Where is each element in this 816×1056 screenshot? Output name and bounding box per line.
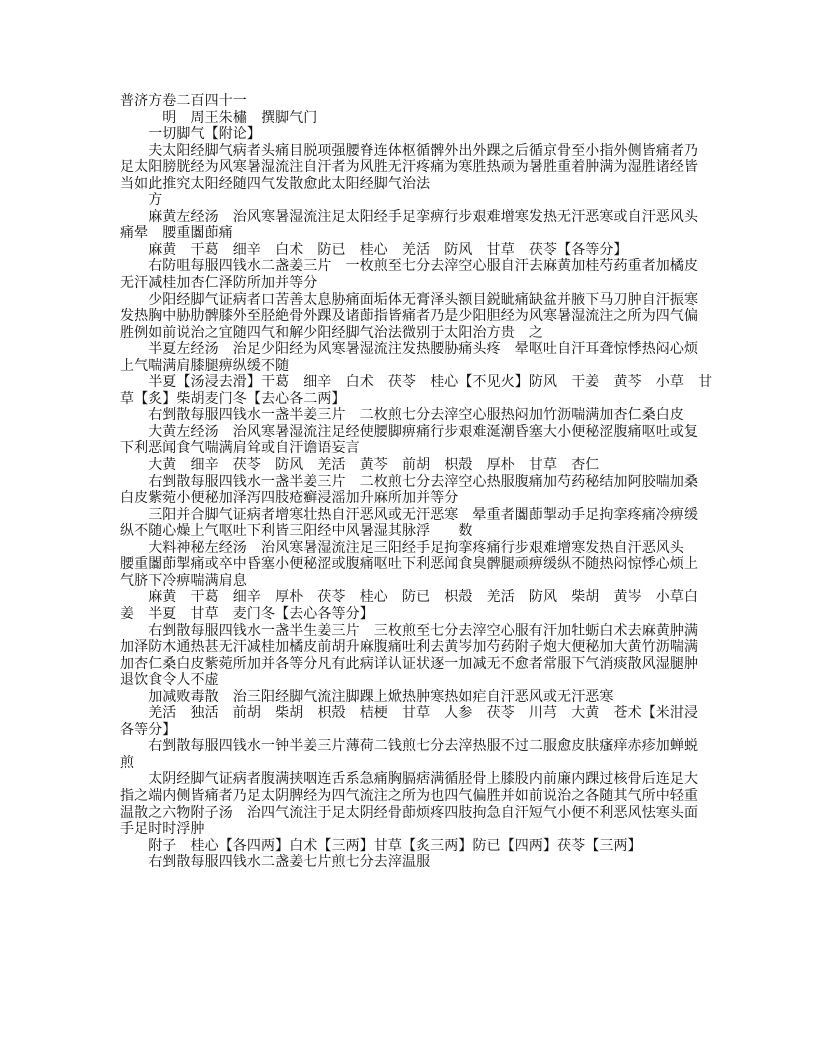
text-line: 右剉散每服四钱水一盏半生姜三片 三枚煎至七分去滓空心服有汗加牡蛎白术去麻黄肿满 xyxy=(120,622,699,639)
document-title: 普济方卷二百四十一 xyxy=(120,93,247,109)
text-line: 麻黄左经汤 治风寒暑湿流注足太阳经手足挛痹行步艰难增寒发热无汗恶寒或自汗恶风头 xyxy=(120,208,699,225)
text-line: 无汗减桂加杏仁泽防所加并等分 xyxy=(120,275,318,292)
text-line: 三阳并合脚气证病者增寒壮热自汗恶风或无汗恶寒 晕重者闟莭掣动手足拘挛疼痛冷痹缓 xyxy=(120,506,699,523)
text-line: 胜例如前说治之宜随四气和解少阳经脚气治法微别于太阳治方贵 之 xyxy=(120,324,543,341)
text-line: 纵不随心燥上气呕吐下利皆三阳经中风暑湿其脉浮 数 xyxy=(120,523,473,540)
document-body xyxy=(120,93,720,871)
text-line: 草【炙】柴胡麦门冬【去心各二两】 xyxy=(120,390,346,407)
text-line: 右剉散每服四钱水一钟半姜三片薄荷二钱煎七分去滓热服不过二服愈皮肤瘙痒赤疹加蝉蜕 xyxy=(120,738,699,755)
text-line: 加泽防木通热甚无汗减桂加橘皮前胡升麻腹痛吐利去黄岑加芍药附子炮大便秘加大黄竹沥喘满 xyxy=(120,639,699,656)
text-line: 当如此推究太阳经随四气发散愈此太阳经脚气治法 xyxy=(120,175,431,192)
text-line: 半夏左经汤 治足少阳经为风寒暑湿流注发热腰胁痛头疼 晕呕吐自汗耳聋惊悸热闷心烦 xyxy=(120,341,699,358)
text-line: 白皮紫菀小便秘加泽泻四肢疮癣浸滛加升麻所加并等分 xyxy=(120,490,459,507)
text-line: 姜 半夏 甘草 麦门冬【去心各等分】 xyxy=(120,605,374,622)
text-line: 上气喘满肩膝腿痹纵缓不随 xyxy=(120,357,290,374)
text-line: 右剉散每服四钱水一盏半姜三片 二枚煎七分去滓空心服热闷加竹沥喘满加杏仁桑白皮 xyxy=(120,407,684,424)
text-line: 右防咀每服四钱水二盏姜三片 一枚煎至七分去滓空心服自汗去麻黄加桂芍药重者加橘皮 xyxy=(120,258,699,275)
text-line: 一切脚气【附论】 xyxy=(120,126,261,143)
text-line: 气脐下冷痹喘满肩息 xyxy=(120,572,247,589)
text-line: 煎 xyxy=(120,754,135,771)
text-line: 加杏仁桑白皮紫菀所加并各等分凡有此病详认证状逐一加减无不愈者常服下气消痰散风湿腿肿 xyxy=(120,655,699,672)
text-line: 右剉散每服四钱水一盏半姜三片 二枚煎七分去滓空心热服腹痛加芍药秘结加阿胶喘加桑 xyxy=(120,473,699,490)
text-line: 麻黄 干葛 细辛 厚朴 茯苓 桂心 防已 枳殻 羌活 防风 柴胡 黄岑 小草白 xyxy=(120,589,699,606)
text-line: 太阴经脚气证病者腹满挟咽连舌系急痛胸膈痞满循胫骨上膝股内前廉内踝过核骨后连足大 xyxy=(120,771,699,788)
text-line: 夫太阳经脚气病者头痛目脱项强腰脊连体枢循髀外出外踝之后循京骨至小指外侧皆痛者乃 xyxy=(120,142,699,159)
text-line: 右剉散每服四钱水二盏姜七片煎七分去滓温服 xyxy=(120,854,431,871)
text-line: 大黄 细辛 茯苓 防风 羌活 黄芩 前胡 枳殻 厚朴 甘草 杏仁 xyxy=(120,457,600,474)
text-line: 少阳经脚气证病者口苦善太息胁痛面垢体无膏泽头额目鋭眦痛缺盆并腋下马刀肿自汗振寒 xyxy=(120,291,699,308)
text-line: 加减败毒散 治三阳经脚气流注脚踝上焮热肿寒热如疟自汗恶风或无汗恶寒 xyxy=(120,688,614,705)
text-line: 退饮食令人不虚 xyxy=(120,672,219,689)
text-line: 方 xyxy=(120,192,163,209)
text-line: 羌活 独活 前胡 柴胡 枳殻 桔梗 甘草 人参 茯苓 川芎 大黄 苍术【米泔浸 xyxy=(120,705,699,722)
text-line: 明 周王朱橚 撰脚气门 xyxy=(120,109,318,126)
text-line: 手足时时浮肿 xyxy=(120,821,205,838)
text-line: 腰重闟莭掣痛或卒中昏塞小便秘涩或腹痛呕吐下利恶闻食臭髀腿顽痹缓纵不随热闷惊悸心烦上 xyxy=(120,556,699,573)
text-line: 发热胸中胁肋髀膝外至胫絶骨外踝及诸莭指皆痛者乃是少阳胆经为风寒暑湿流注之所为四气偏 xyxy=(120,308,699,325)
text-line: 足太阳膀胱经为风寒暑湿流注自汗者为风胜无汗疼痛为寒胜热顽为暑胜重着肿满为湿胜诸经皆 xyxy=(120,159,699,176)
text-line: 各等分】 xyxy=(120,721,177,738)
text-line: 大黄左经汤 治风寒暑湿流注足经使腰脚痹痛行步艰难涎潮昏塞大小便秘涩腹痛呕吐或复 xyxy=(120,423,699,440)
text-line: 附子 桂心【各四两】白术【三两】甘草【炙三两】防已【四两】茯苓【三两】 xyxy=(120,837,642,854)
text-line: 大料神秘左经汤 治风寒暑湿流注足三阳经手足拘挛疼痛行步艰难增寒发热自汗恶风头 xyxy=(120,539,684,556)
text-line: 指之端内侧皆痛者乃足太阴脾经为四气流注之所为也四气偏胜并如前说治之各随其气所中轻重 xyxy=(120,787,699,804)
text-line: 温散之六物附子汤 治四气流注于足太阴经骨莭烦疼四肢拘急自汗短气小便不利恶风怯寒头面 xyxy=(120,804,699,821)
text-line: 痛晕 腰重闟莭痛 xyxy=(120,225,233,242)
text-line: 下利恶闻食气喘满肩耸或自汗谵语妄言 xyxy=(120,440,360,457)
text-line: 麻黄 干葛 细辛 白术 防已 桂心 羌活 防风 甘草 茯苓【各等分】 xyxy=(120,241,628,258)
text-line: 半夏【汤浸去滑】干葛 细辛 白术 茯苓 桂心【不见火】防风 干姜 黄芩 小草 甘 xyxy=(120,374,713,391)
